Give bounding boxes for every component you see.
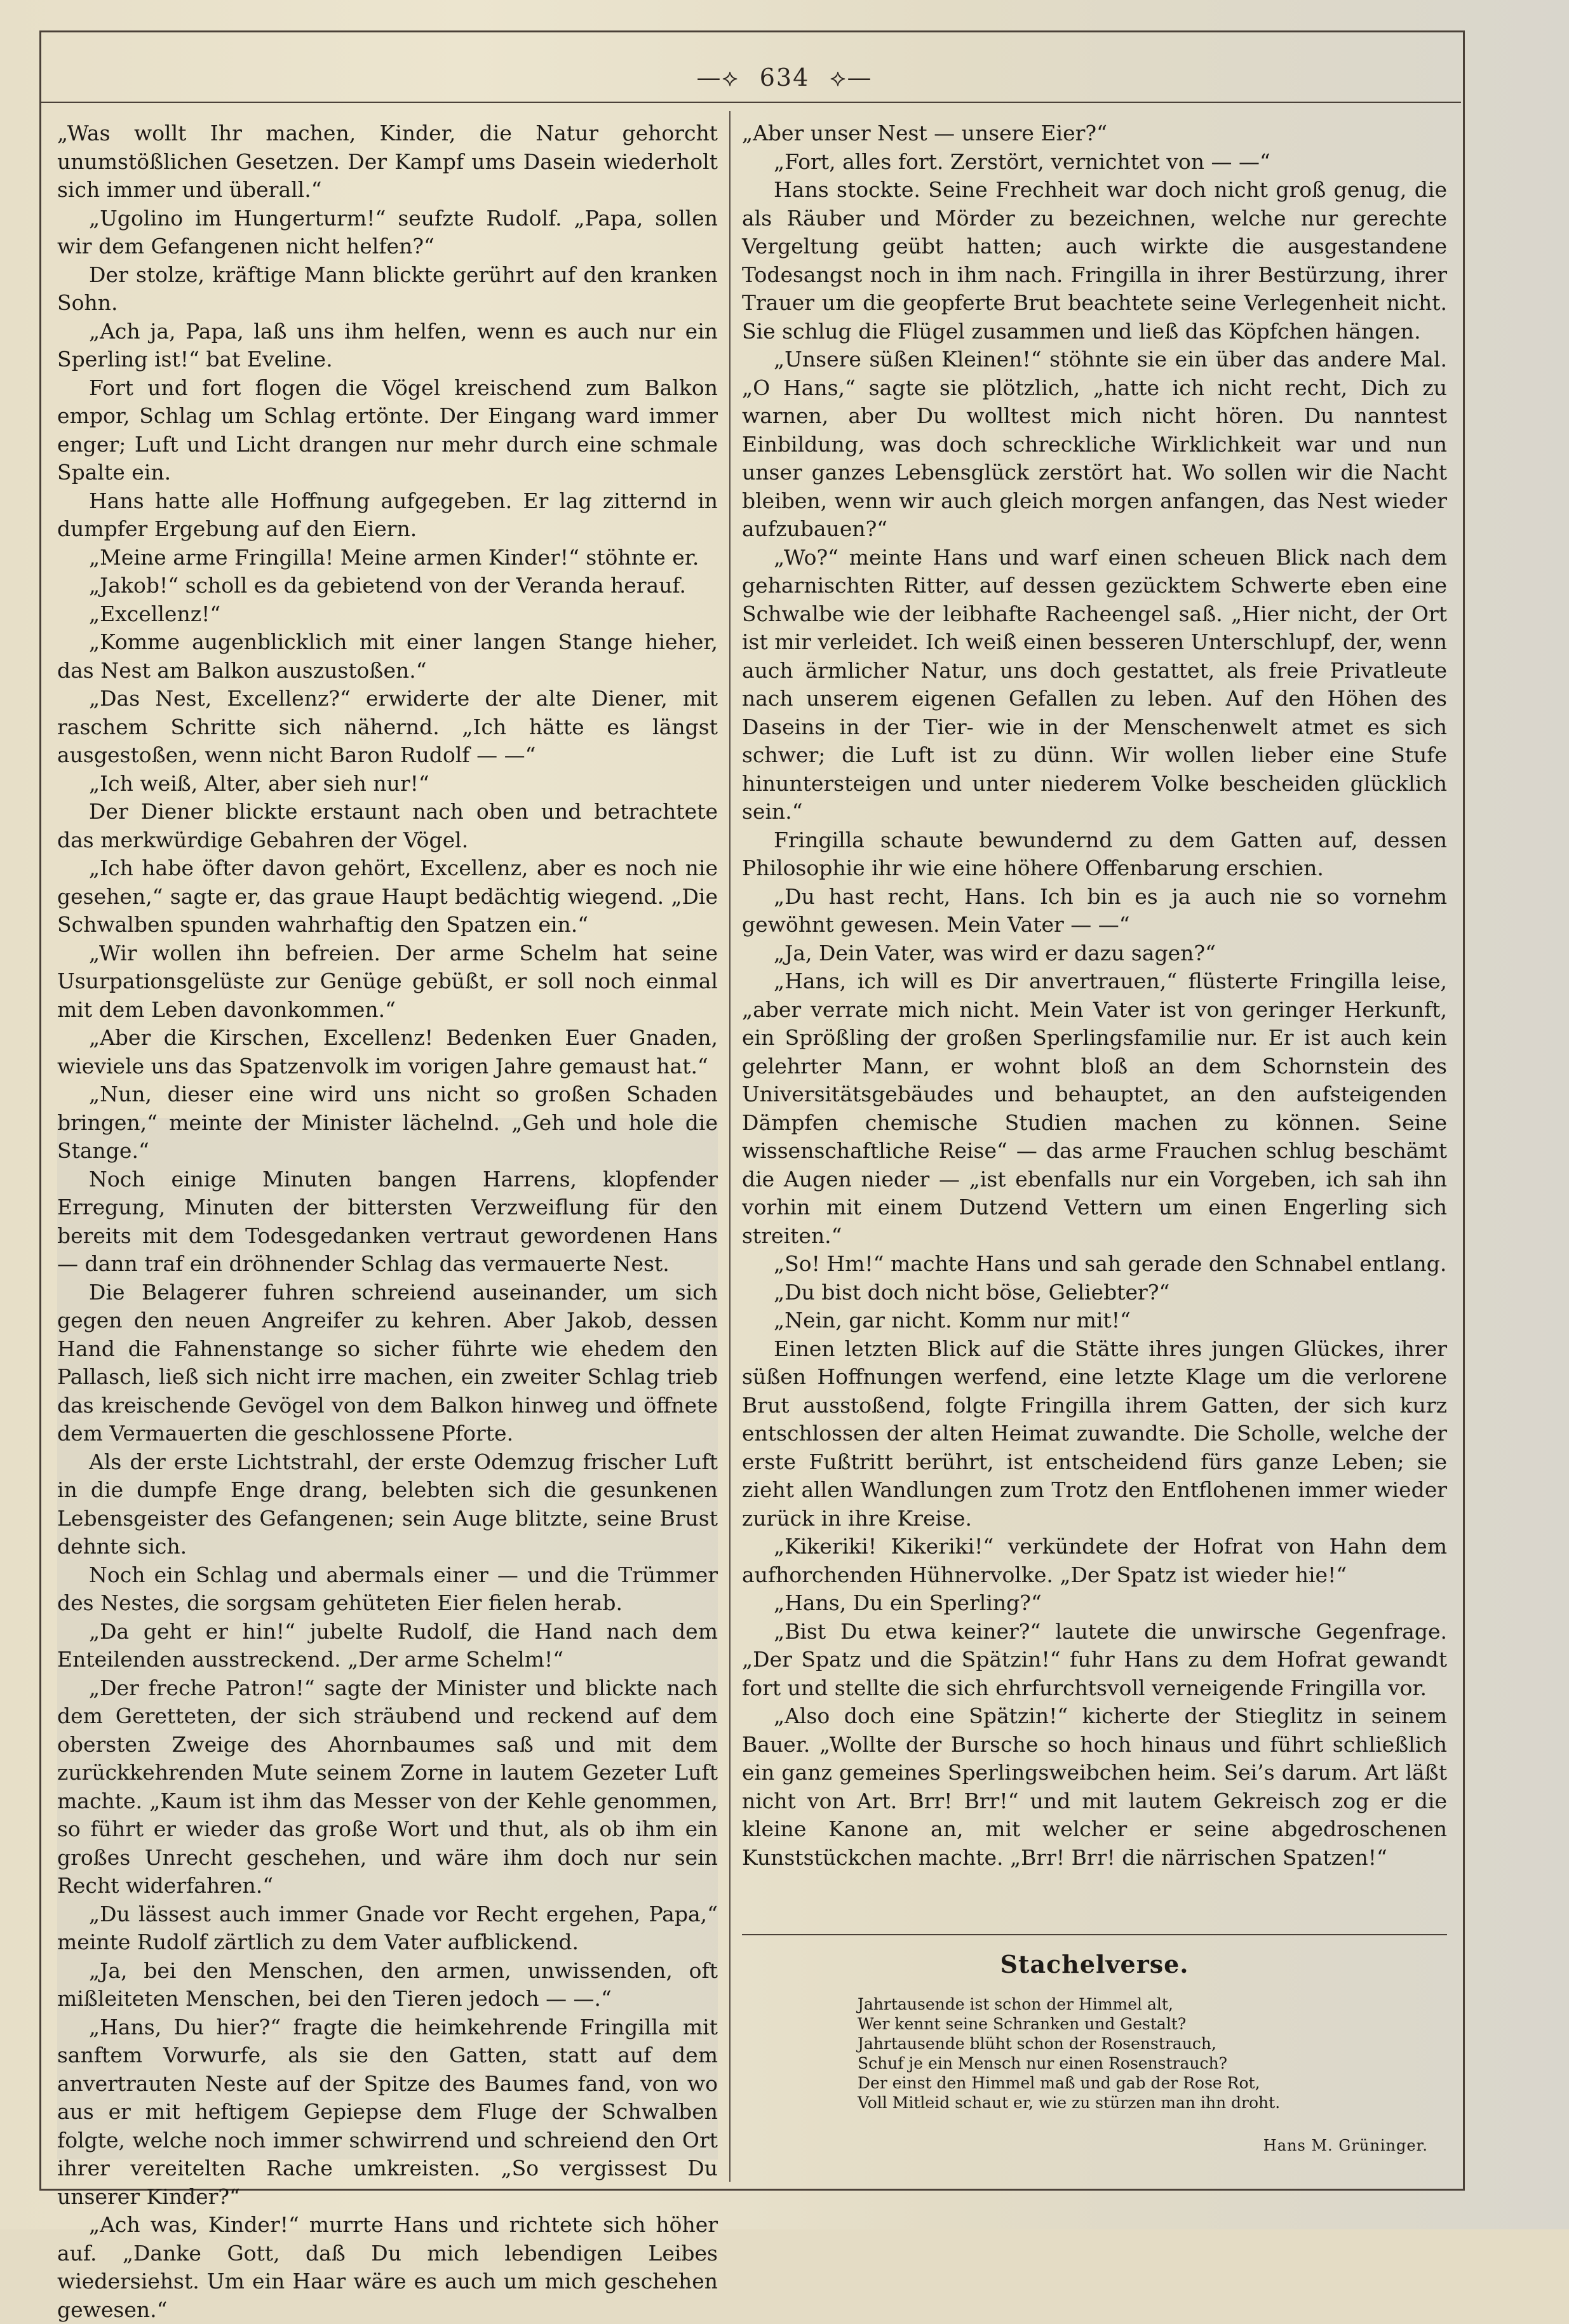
paragraph: „Ach was, Kinder!“ murrte Hans und richtete sich höher auf. „Danke Gott, daß Du mich lebendigen Leibes wiedersiehst. Um ein Haar wäre es auch um mich geschehen gewesen.“ xyxy=(57,2212,718,2322)
paragraph: „Hans, Du ein Sperling?“ xyxy=(774,1590,1042,1615)
paragraph: Noch einige Minuten bangen Harrens, klopfender Erregung, Minuten der bittersten Verzweiflung für den bereits mit dem Todesgedanken vertraut gewordenen Hans — dann traf ein dröhnender Schlag das vermauerte Nest. xyxy=(57,1166,718,1276)
poem-line: Jahrtausende blüht schon der Rosenstrauch, xyxy=(858,2034,1216,2053)
paragraph: Fringilla schaute bewundernd zu dem Gatten auf, dessen Philosophie ihr wie eine höhere Offenbarung erschien. xyxy=(742,827,1447,880)
paragraph: „Wo?“ meinte Hans und warf einen scheuen Blick nach dem geharnischten Ritter, auf dessen gezücktem Schwerte eben eine Schwalbe wie der leibhafte Racheengel saß. „Hier nicht, der Ort ist mir verleidet. Ich weiß einen besseren Unterschlupf, der, wenn auch ärmlicher Natur, uns doch gestattet, als freie Privatleute nach unserem eigenen Gefallen zu leben. Auf den Höhen des Daseins in der Tier- wie in der Menschenwelt atmet es sich schwer; die Luft ist zu dünn. Wir wollen lieber eine Stufe hinuntersteigen und unter niederem Volke bescheiden glücklich sein.“ xyxy=(742,544,1447,824)
paragraph: Der stolze, kräftige Mann blickte gerührt auf den kranken Sohn. xyxy=(57,262,718,315)
paragraph: „Ja, Dein Vater, was wird er dazu sagen?“ xyxy=(774,940,1216,965)
paragraph: „Hans, Du hier?“ fragte die heimkehrende Fringilla mit sanftem Vorwurfe, als sie den Gatten, statt auf dem anvertrauten Neste auf der Spitze des Baumes fand, von wo aus er mit heftigem Gepiepse dem Fluge der Schwalben folgte, welche noch immer schwirrend und schreiend den Ort ihrer vereitelten Rache umkreisten. „So vergissest Du unserer Kinder?“ xyxy=(57,2014,718,2209)
paragraph: „Du hast recht, Hans. Ich bin es ja auch nie so vornehm gewöhnt gewesen. Mein Vater — —“ xyxy=(742,883,1447,937)
poem-line: Wer kennt seine Schranken und Gestalt? xyxy=(858,2015,1187,2033)
ornament-left: —⟡ xyxy=(696,64,739,91)
poem-line: Jahrtausende ist schon der Himmel alt, xyxy=(858,1995,1173,2013)
paragraph: „Excellenz!“ xyxy=(89,601,221,626)
poem-line: Schuf je ein Mensch nur einen Rosenstrauch? xyxy=(858,2054,1228,2072)
paragraph: „Jakob!“ scholl es da gebietend von der Veranda herauf. xyxy=(89,573,687,598)
poem-body xyxy=(858,1994,1429,2112)
paragraph: „Ich habe öfter davon gehört, Excellenz, aber es noch nie gesehen,“ sagte er, das graue Haupt bedächtig wiegend. „Die Schwalben spunden wahrhaftig den Spatzen ein.“ xyxy=(57,856,718,937)
column-divider xyxy=(729,111,731,2182)
paragraph: „Meine arme Fringilla! Meine armen Kinder!“ stöhnte er. xyxy=(89,544,699,570)
poem-line: Voll Mitleid schaut er, wie zu stürzen man ihn droht. xyxy=(858,2093,1281,2112)
paragraph: „Was wollt Ihr machen, Kinder, die Natur gehorcht unumstößlichen Gesetzen. Der Kampf ums Dasein wiederholt sich immer und überall.“ xyxy=(57,121,718,202)
paragraph: Als der erste Lichtstrahl, der erste Odemzug frischer Luft in die dumpfe Enge drang, belebten sich die gesunkenen Lebensgeister des Gefangenen; sein Auge blitzte, seine Brust dehnte sich. xyxy=(57,1449,718,1559)
paragraph: Fort und fort flogen die Vögel kreischend zum Balkon empor, Schlag um Schlag ertönte. Der Eingang ward immer enger; Luft und Licht drangen nur mehr durch eine schmale Spalte ein. xyxy=(57,375,718,485)
paragraph: „Das Nest, Excellenz?“ erwiderte der alte Diener, mit raschem Schritte sich nähernd. „Ich hätte es längst ausgestoßen, wenn nicht Baron Rudolf — —“ xyxy=(57,686,718,767)
paragraph: Der Diener blickte erstaunt nach oben und betrachtete das merkwürdige Gebahren der Vögel. xyxy=(57,799,718,852)
paragraph: „Ugolino im Hungerturm!“ seufzte Rudolf. „Papa, sollen wir dem Gefangenen nicht helfen?“ xyxy=(57,205,718,259)
paragraph: „Aber unser Nest — unsere Eier?“ xyxy=(742,121,1107,145)
paragraph: „Nun, dieser eine wird uns nicht so großen Schaden bringen,“ meinte der Minister lächelnd. „Geh und hole die Stange.“ xyxy=(57,1082,718,1163)
paragraph: „Nein, gar nicht. Komm nur mit!“ xyxy=(774,1308,1131,1333)
page-number-value: 634 xyxy=(759,64,810,91)
paragraph: „Du bist doch nicht böse, Geliebter?“ xyxy=(774,1279,1170,1305)
paragraph: Hans hatte alle Hoffnung aufgegeben. Er lag zitternd in dumpfer Ergebung auf den Eiern. xyxy=(57,488,718,541)
paragraph: Die Belagerer fuhren schreiend auseinander, um sich gegen den neuen Angreifer zu kehren. Aber Jakob, dessen Hand die Fahnenstange so sicher führte wie ehedem den Pallasch, ließ sich nicht irre machen, ein zweiter Schlag trieb das kreischende Gevögel von dem Balkon hinweg und öffnete dem Vermauerten die geschlossene Pforte. xyxy=(57,1279,718,1446)
paragraph: „Ich weiß, Alter, aber sieh nur!“ xyxy=(89,770,429,796)
paragraph: „Ja, bei den Menschen, den armen, unwissenden, oft mißleiteten Menschen, bei den Tieren jedoch — —.“ xyxy=(57,1958,718,2011)
ornament-right: ⟡— xyxy=(830,64,873,91)
paragraph: „Aber die Kirschen, Excellenz! Bedenken Euer Gnaden, wieviele uns das Spatzenvolk im vorigen Jahre gemaust hat.“ xyxy=(57,1025,718,1078)
poem-author: Hans M. Grüninger. xyxy=(1263,2137,1428,2154)
paragraph: „Wir wollen ihn befreien. Der arme Schelm hat seine Usurpationsgelüste zur Genüge gebüßt, er soll noch einmal mit dem Leben davonkommen.“ xyxy=(57,940,718,1022)
page-number xyxy=(0,64,1569,92)
right-column xyxy=(742,119,1447,1870)
header-rule xyxy=(39,102,1461,103)
paragraph: „So! Hm!“ machte Hans und sah gerade den Schnabel entlang. xyxy=(774,1251,1447,1276)
poem-rule xyxy=(742,1934,1447,1935)
paragraph: „Hans, ich will es Dir anvertrauen,“ flüsterte Fringilla leise, „aber verrate mich nicht. Mein Vater ist von geringer Herkunft, ein Sprößling der großen Sperlingsfamilie nur. Er ist auch kein gelehrter Mann, er wohnt bloß an dem Schornstein des Universitätsgebäudes und behauptet, an den aufsteigenden Dämpfen chemische Studien machen zu können. Seine wissenschaftliche Reise“ — das arme Frauchen schlug beschämt die Augen nieder — „ist ebenfalls nur ein Vorgeben, ich sah ihn vorhin mit einem Dutzend Vettern um einen Engerling sich streiten.“ xyxy=(742,969,1447,1248)
paragraph: „Bist Du etwa keiner?“ lautete die unwirsche Gegenfrage. „Der Spatz und die Spätzin!“ fuhr Hans zu dem Hofrat gewandt fort und stellte die sich ehrfurchtsvoll verneigende Fringilla vor. xyxy=(742,1618,1447,1700)
paragraph: „Also doch eine Spätzin!“ kicherte der Stieglitz in seinem Bauer. „Wollte der Bursche so hoch hinaus und führt schließlich ein ganz gemeines Sperlingsweibchen heim. Sei’s darum. Art läßt nicht von Art. Brr! Brr!“ und mit lautem Gekreisch zog er die kleine Kanone an, mit welcher er seine abgedroschenen Kunststückchen machte. „Brr! Brr! die närrischen Spatzen!“ xyxy=(742,1703,1447,1870)
paragraph: „Unsere süßen Kleinen!“ stöhnte sie ein über das andere Mal. „O Hans,“ sagte sie plötzlich, „hatte ich nicht recht, Dich zu warnen, aber Du wolltest mich nicht hören. Du nanntest Einbildung, was doch schreckliche Wirklichkeit war und nun unser ganzes Lebensglück zerstört hat. Wo sollen wir die Nacht bleiben, wenn wir auch gleich morgen anfangen, das Nest wieder aufzubauen?“ xyxy=(742,347,1447,541)
poem-line: Der einst den Himmel maß und gab der Rose Rot, xyxy=(858,2074,1260,2092)
paragraph: „Da geht er hin!“ jubelte Rudolf, die Hand nach dem Enteilenden ausstreckend. „Der arme Schelm!“ xyxy=(57,1618,718,1672)
paragraph: „Ach ja, Papa, laß uns ihm helfen, wenn es auch nur ein Sperling ist!“ bat Eveline. xyxy=(57,318,718,372)
poem-title: Stachelverse. xyxy=(1000,1950,1189,1978)
paragraph: „Kikeriki! Kikeriki!“ verkündete der Hofrat von Hahn dem aufhorchenden Hühnervolke. „Der Spatz ist wieder hie!“ xyxy=(742,1534,1447,1587)
paragraph: „Fort, alles fort. Zerstört, vernichtet von — —“ xyxy=(774,149,1270,174)
paragraph: Hans stockte. Seine Frechheit war doch nicht groß genug, die als Räuber und Mörder zu bezeichnen, welche nur gerechte Vergeltung geübt hatten; auch wirkte die ausgestandene Todesangst noch in ihm nach. Fringilla in ihrer Bestürzung, ihrer Trauer um die geopferte Brut beachtete seine Verlegenheit nicht. Sie schlug die Flügel zusammen und ließ das Köpfchen hängen. xyxy=(742,177,1447,344)
paragraph: Einen letzten Blick auf die Stätte ihres jungen Glückes, ihrer süßen Hoffnungen werfend, eine letzte Klage um die verlorene Brut ausstoßend, folgte Fringilla ihrem Gatten, der sich kurz entschlossen der alten Heimat zuwandte. Die Scholle, welche der erste Fußtritt berührt, ist entscheidend fürs ganze Leben; sie zieht allen Wandlungen zum Trotz den Entflohenen immer wieder zurück in ihre Kreise. xyxy=(742,1336,1447,1531)
paragraph: „Der freche Patron!“ sagte der Minister und blickte nach dem Geretteten, der sich sträubend und reckend auf dem obersten Zweige des Ahornbaumes saß und mit dem zurückkehrenden Mute seinem Zorne in lautem Gezeter Luft machte. „Kaum ist ihm das Messer von der Kehle genommen, so führt er wieder das große Wort und thut, als ob ihm ein großes Unrecht geschehen, und wäre ihm doch nur sein Recht widerfahren.“ xyxy=(57,1675,718,1898)
paragraph: „Komme augenblicklich mit einer langen Stange hieher, das Nest am Balkon auszustoßen.“ xyxy=(57,629,718,683)
paragraph: „Du lässest auch immer Gnade vor Recht ergehen, Papa,“ meinte Rudolf zärtlich zu dem Vater aufblickend. xyxy=(57,1901,718,1954)
left-column xyxy=(57,119,718,2322)
paragraph: Noch ein Schlag und abermals einer — und die Trümmer des Nestes, die sorgsam gehüteten Eier fielen herab. xyxy=(57,1562,718,1615)
